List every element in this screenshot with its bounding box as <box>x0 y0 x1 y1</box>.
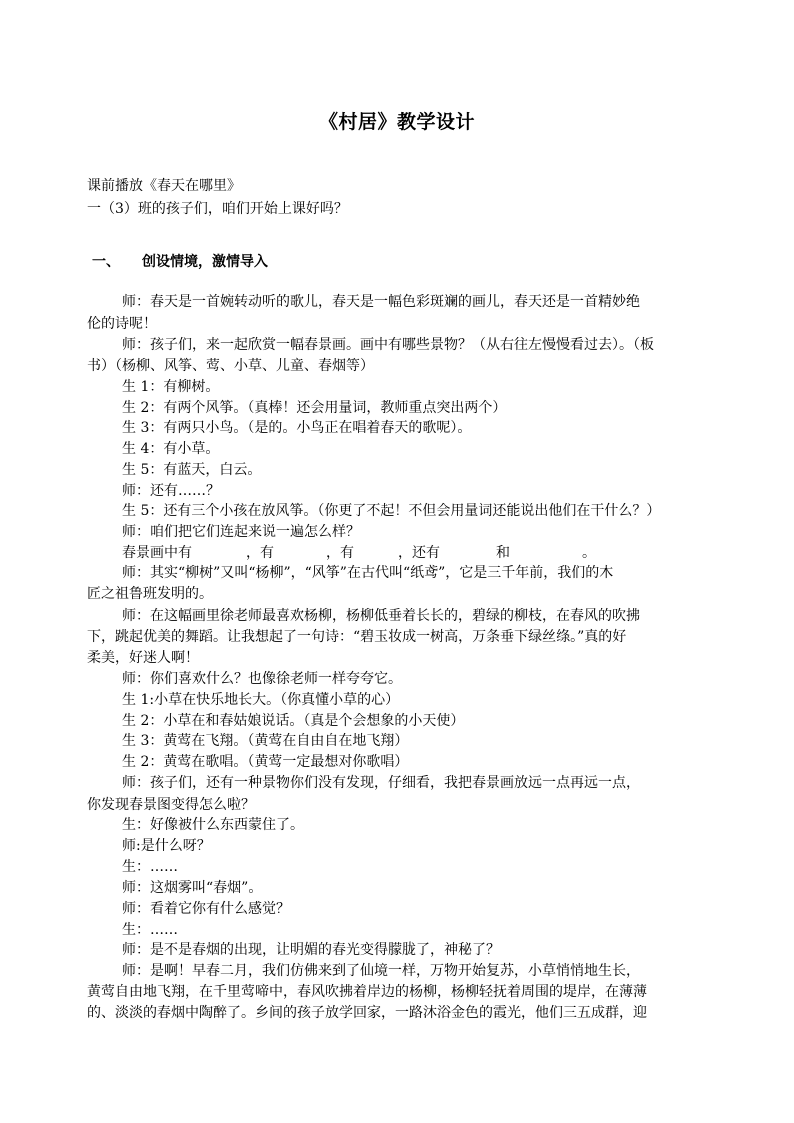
paragraph-line: 师:是什么呀？ <box>122 838 211 854</box>
section-number: 一、 <box>92 254 120 270</box>
fill-in-text: 。 <box>582 545 596 561</box>
paragraph-line: 师：是不是春烟的出现，让明媚的春光变得朦胧了，神秘了？ <box>122 942 500 958</box>
intro-line: 一（3）班的孩子们，咱们开始上课好吗？ <box>87 201 348 217</box>
paragraph-line: 的、淡淡的春烟中陶醉了。乡间的孩子放学回家，一路沐浴金色的霞光，他们三五成群，迎 <box>87 1005 647 1021</box>
document-title: 《村居》教学设计 <box>318 111 475 133</box>
fill-in-text: 和 <box>496 545 510 561</box>
paragraph-line: 伦的诗呢！ <box>87 316 157 332</box>
paragraph-line: 师：孩子们，来一起欣赏一幅春景画。画中有哪些景物？（从右往左慢慢看过去）。（板 <box>122 337 654 353</box>
paragraph-line: 生：…… <box>122 922 178 938</box>
intro-line: 课前播放《春天在哪里》 <box>87 178 241 194</box>
paragraph-line: 师：是啊！早春二月，我们仿佛来到了仙境一样，万物开始复苏，小草悄悄地生长， <box>122 963 640 979</box>
paragraph-line: 生 3：有两只小鸟。（是的。小鸟正在唱着春天的歌呢）。 <box>122 420 472 436</box>
paragraph-line: 生 2：黄莺在歌唱。（黄莺一定最想对你歌唱） <box>122 754 409 770</box>
paragraph-line: 柔美，好迷人啊！ <box>87 650 199 666</box>
paragraph-line: 生 1：有柳树。 <box>122 379 220 395</box>
fill-in-text: 春景画中有 <box>122 545 192 561</box>
paragraph-line: 生 2：小草在和春姑娘说话。（真是个会想象的小天使） <box>122 713 465 729</box>
fill-in-text: ，有 <box>246 545 274 561</box>
paragraph-line: 师：其实“柳树”又叫“杨柳”，“风筝”在古代叫“纸鸢”，它是三千年前，我们的木 <box>122 565 614 581</box>
paragraph-line: 师：春天是一首婉转动听的歌儿，春天是一幅色彩斑斓的画儿，春天还是一首精妙绝 <box>122 294 640 310</box>
paragraph-line: 下，跳起优美的舞蹈。让我想起了一句诗：“碧玉妆成一树高，万条垂下绿丝绦。”真的好 <box>87 629 627 645</box>
paragraph-line: 生：…… <box>122 859 178 875</box>
paragraph-line: 书）（杨柳、风筝、莺、小草、儿童、春烟等） <box>87 358 374 374</box>
paragraph-line: 师：还有……？ <box>122 483 220 499</box>
paragraph-line: 师：你们喜欢什么？也像徐老师一样夸夸它。 <box>122 671 402 687</box>
paragraph-line: 黄莺自由地飞翔，在千里莺啼中，春风吹拂着岸边的杨柳，杨柳轻抚着周围的堤岸，在薄薄 <box>87 984 647 1000</box>
paragraph-line: 生 2：有两个风筝。（真棒！还会用量词，教师重点突出两个） <box>122 400 507 416</box>
fill-in-line <box>122 543 596 563</box>
paragraph-line: 你发现春景图变得怎么啦？ <box>87 797 255 813</box>
fill-in-text: ，还有 <box>398 545 440 561</box>
paragraph-line: 生 5：有蓝天，白云。 <box>122 462 262 478</box>
paragraph-line: 师：这烟雾叫“春烟”。 <box>122 880 263 896</box>
paragraph-line: 师：在这幅画里徐老师最喜欢杨柳，杨柳低垂着长长的，碧绿的柳枝，在春风的吹拂 <box>122 608 640 624</box>
paragraph-line: 师：咱们把它们连起来说一遍怎么样？ <box>122 524 360 540</box>
section-heading <box>87 252 268 272</box>
section-title: 创设情境，激情导入 <box>142 254 268 270</box>
fill-in-text: ，有 <box>326 545 354 561</box>
paragraph-line: 生 3：黄莺在飞翔。（黄莺在自由自在地飞翔） <box>122 733 409 749</box>
paragraph-line: 生 5：还有三个小孩在放风筝。（你更了不起！不但会用量词还能说出他们在干什么？） <box>122 503 661 519</box>
paragraph-line: 生 4：有小草。 <box>122 441 220 457</box>
paragraph-line: 生 1:小草在快乐地长大。（你真懂小草的心） <box>122 692 400 708</box>
paragraph-line: 师：孩子们，还有一种景物你们没有发现，仔细看，我把春景画放远一点再远一点， <box>122 775 640 791</box>
paragraph-line: 匠之祖鲁班发明的。 <box>87 586 213 602</box>
paragraph-line: 生：好像被什么东西蒙住了。 <box>122 817 304 833</box>
paragraph-line: 师：看着它你有什么感觉？ <box>122 901 290 917</box>
